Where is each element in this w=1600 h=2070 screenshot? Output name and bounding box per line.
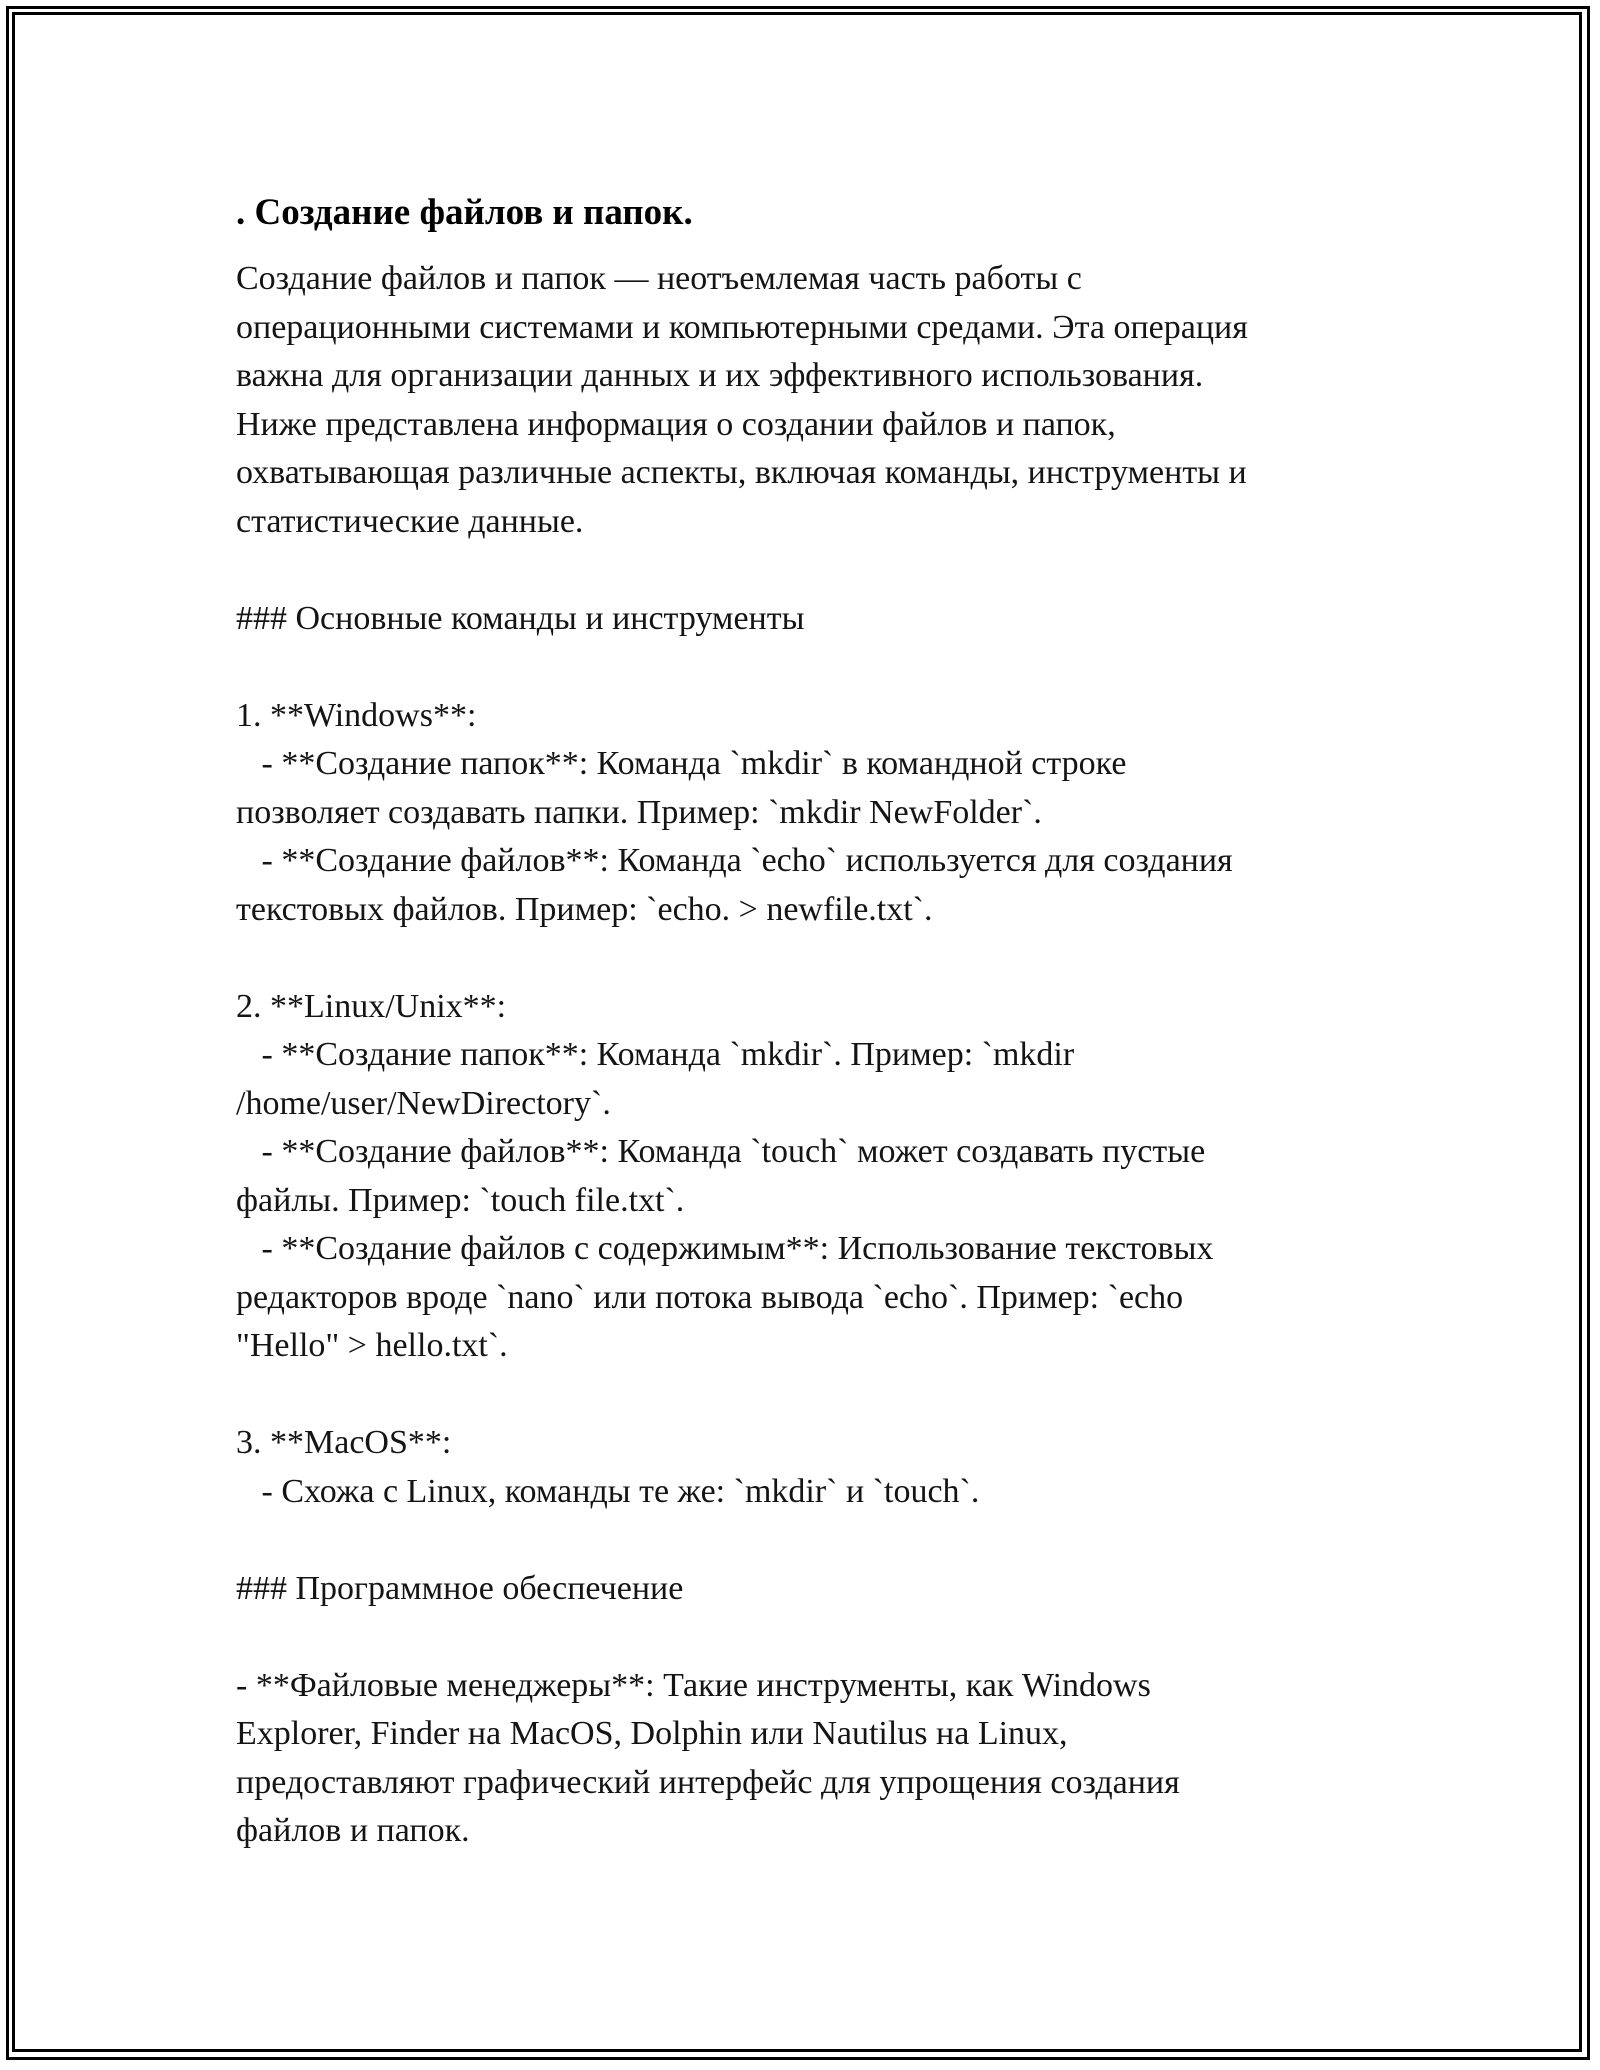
text-line: "Hello" > hello.txt`.: [236, 1327, 508, 1364]
text-line: /home/user/NewDirectory`.: [236, 1084, 611, 1122]
blank-line: [236, 1371, 1356, 1420]
text-line: редакторов вроде `nano` или потока вывода `echo`. Пример: `echo: [236, 1278, 1184, 1316]
document-title: . Создание файлов и папок.: [236, 192, 693, 233]
section-heading: ### Программное обеспечение: [236, 1569, 684, 1607]
blank-line: [236, 934, 1356, 983]
text-line: Создание файлов и папок — неотъемлемая часть работы с: [236, 260, 1082, 297]
text-line: текстовых файлов. Пример: `echo. > newfile.txt`.: [236, 890, 933, 928]
blank-line: [236, 546, 1356, 595]
list-subitem: - **Создание папок**: Команда `mkdir`. Пример: `mkdir: [236, 1036, 1075, 1073]
list-subitem: - **Создание файлов с содержимым**: Использование текстовых: [236, 1230, 1214, 1267]
list-subitem: - Схожа с Linux, команды те же: `mkdir` и `touch`.: [236, 1472, 980, 1510]
text-line: предоставляют графический интерфейс для упрощения создания: [236, 1763, 1180, 1801]
section-heading: ### Основные команды и инструменты: [236, 599, 805, 637]
text-line: важна для организации данных и их эффективного использования.: [236, 357, 1204, 394]
text-line: Ниже представлена информация о создании файлов и папок,: [236, 405, 1116, 443]
text-line: файлов и папок.: [236, 1812, 470, 1849]
text-line: операционными системами и компьютерными средами. Эта операция: [236, 308, 1248, 346]
list-item-heading: 2. **Linux/Unix**:: [236, 987, 507, 1025]
text-line: охватывающая различные аспекты, включая команды, инструменты и: [236, 454, 1247, 491]
list-item-heading: 3. **MacOS**:: [236, 1424, 452, 1461]
text-line: Explorer, Finder на MacOS, Dolphin или Nautilus на Linux,: [236, 1715, 1068, 1752]
list-item: - **Файловые менеджеры**: Такие инструменты, как Windows: [236, 1666, 1151, 1704]
list-subitem: - **Создание файлов**: Команда `touch` может создавать пустые: [236, 1133, 1206, 1170]
text-line: статистические данные.: [236, 502, 584, 540]
document-body: [236, 188, 1356, 1856]
blank-line: [236, 643, 1356, 692]
list-item-heading: 1. **Windows**:: [236, 696, 477, 734]
list-subitem: - **Создание папок**: Команда `mkdir` в командной строке: [236, 745, 1127, 782]
text-line: позволяет создавать папки. Пример: `mkdir NewFolder`.: [236, 793, 1042, 831]
text-line: файлы. Пример: `touch file.txt`.: [236, 1181, 685, 1219]
blank-line: [236, 1613, 1356, 1662]
blank-line: [236, 1516, 1356, 1565]
list-subitem: - **Создание файлов**: Команда `echo` используется для создания: [236, 842, 1233, 879]
